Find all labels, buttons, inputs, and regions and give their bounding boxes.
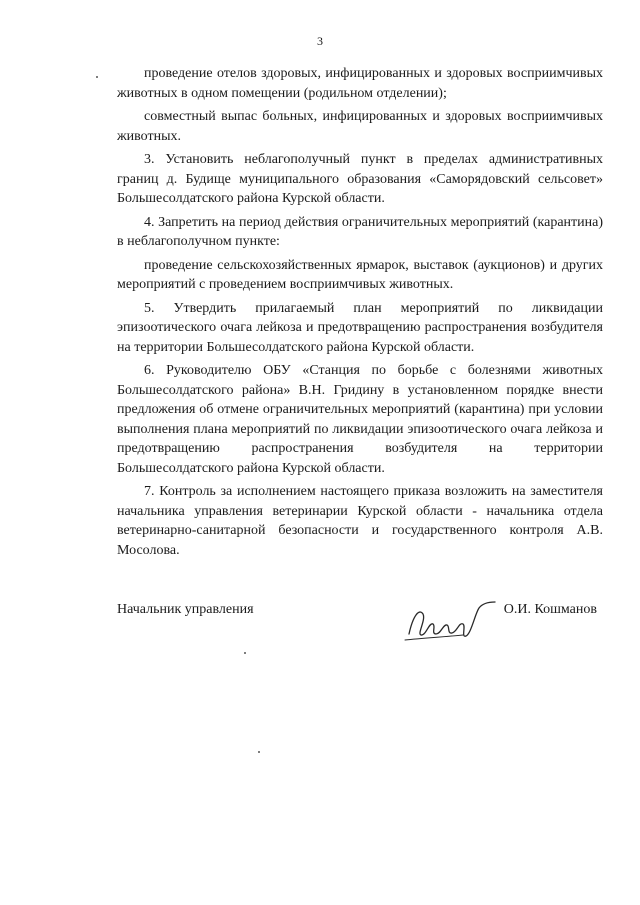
paragraph-item-7: 7. Контроль за исполнением настоящего приказа возложить на заместителя начальника управления ветеринарии Курской области - начальника отдела ветеринарно-санитарной безопасности и государственного контроля А.В. Мосолова. <box>117 484 603 558</box>
signer-title: Начальник управления <box>117 602 254 617</box>
paragraph-item-5: 5. Утвердить прилагаемый план мероприятий по ликвидации эпизоотического очага лейкоза и предотвращению распространения возбудителя на территории Большесолдатского района Курской области. <box>117 300 603 355</box>
document-body <box>117 64 603 564</box>
handwritten-signature <box>403 594 501 646</box>
paragraph-item-6: 6. Руководителю ОБУ «Станция по борьбе с болезнями животных Большесолдатского района» В.Н. Гридину в установленном порядке внести предложения об отмене ограничительных мероприятий (карантина) при условии выполнения плана мероприятий по ликвидации эпизоотического очага лейкоза и предотвращению распространения возбудителя на территории Большесолдатского района Курской области. <box>117 363 603 476</box>
scan-speck <box>244 652 246 654</box>
signature-block <box>117 594 603 654</box>
signer-name: О.И. Кошманов <box>503 602 597 617</box>
paragraph-grazing: совместный выпас больных, инфицированных и здоровых восприимчивых животных. <box>117 109 603 144</box>
page-number: 3 <box>317 34 323 48</box>
paragraph-item-4: 4. Запретить на период действия ограничительных мероприятий (карантина) в неблагополучном пункте: <box>117 214 603 249</box>
paragraph-calving: проведение отелов здоровых, инфицированных и здоровых восприимчивых животных в одном помещении (родильном отделении); <box>117 66 603 101</box>
paragraph-fairs: проведение сельскохозяйственных ярмарок, выставок (аукционов) и других мероприятий с проведением восприимчивых животных. <box>117 257 603 292</box>
scan-speck <box>96 76 98 78</box>
paragraph-item-3: 3. Установить неблагополучный пункт в пределах административных границ д. Будище муниципального образования «Саморядовский сельсовет» Большесолдатского района Курской области. <box>117 152 603 206</box>
scan-speck <box>258 751 260 753</box>
